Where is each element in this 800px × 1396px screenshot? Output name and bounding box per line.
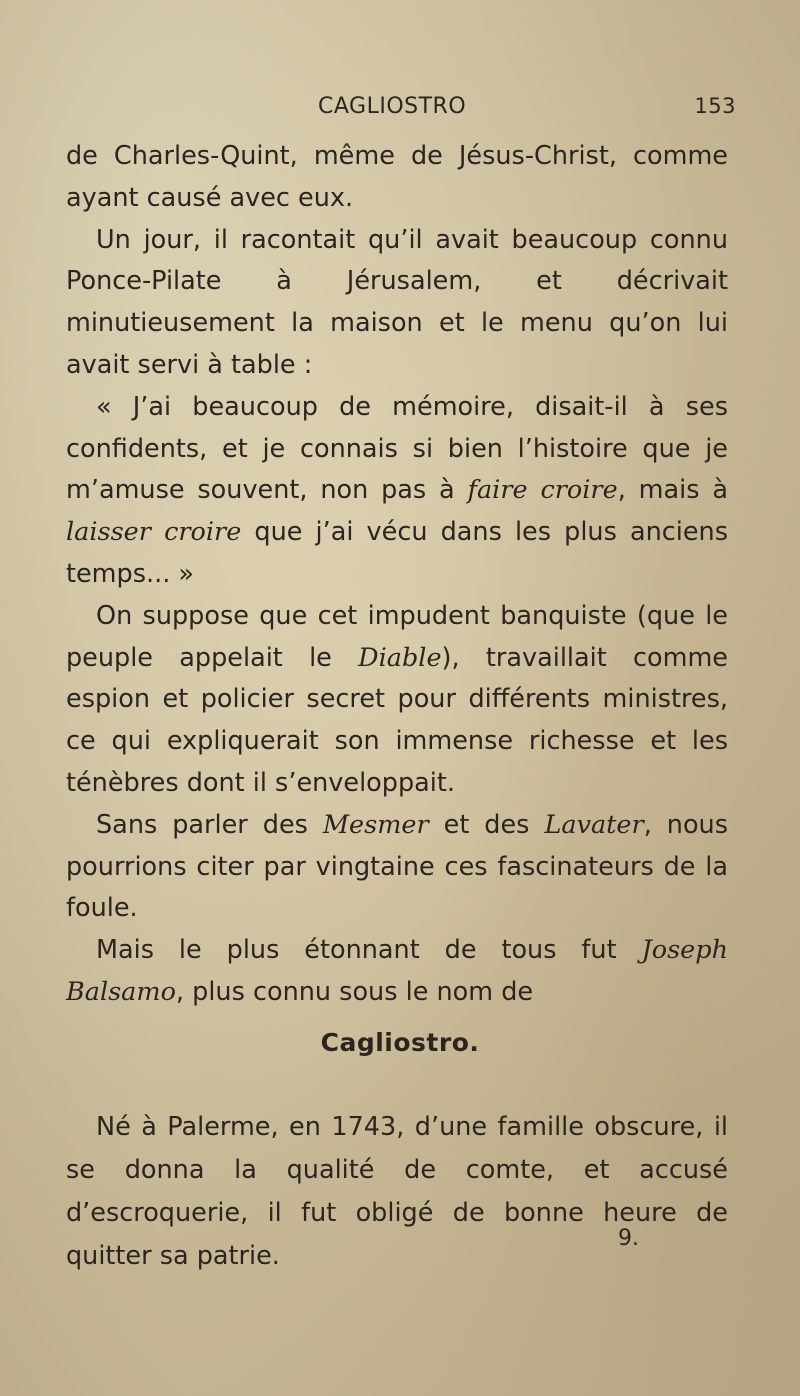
italic-text: laisser croire [66,517,242,548]
paragraph [66,596,728,805]
paragraph-text: que j’ai vécu dans les plus anciens temps... » [66,517,728,589]
paragraph-text: Mais le plus étonnant de tous fut [96,935,642,966]
paragraph-text: de Charles-Quint, même de Jésus-Christ, comme ayant causé avec eux. [66,141,728,213]
paragraph-text: « J’ai beaucoup de mémoire, disait-il à ses confidents, et je connais si bien l’histoire que je m’amuse souvent, non pas à [66,391,728,506]
section-body [66,1106,728,1278]
section-heading: Cagliostro. [320,1028,480,1057]
italic-text: faire croire [467,475,618,506]
paragraph: Né à Palerme, en 1743, d’une famille obscure, il se donna la qualité de comte, et accusé d’escroquerie, il fut obligé de bonne heure de quitter sa patrie. [66,1112,728,1271]
italic-text: Mesmer [322,809,429,840]
paragraph-text: , plus connu sous le nom de [175,976,534,1007]
paragraph [66,387,728,596]
paragraph [66,805,728,930]
paragraph-text: , mais à [617,475,728,506]
body-text [66,136,728,1014]
paragraph [66,220,728,387]
paragraph-text: Un jour, il racontait qu’il avait beaucoup connu Ponce-Pilate à Jérusalem, et décrivait minutieusement la maison et le menu qu’on lui avait servi à table : [66,224,728,380]
paragraph [66,136,728,220]
page-number: 153 [694,94,736,118]
paragraph-text: et des [428,809,545,840]
italic-text: Diable [358,642,442,673]
italic-text: Lavater [544,809,644,840]
signature-mark: 9. [618,1226,639,1251]
running-title: CAGLIOSTRO [318,94,467,119]
paragraph-text: Sans parler des [96,809,323,840]
paragraph [66,930,728,1014]
page-header [0,88,800,124]
italic-text: Joseph Balsamo [66,935,728,1007]
paragraph-text: , nous pourrions citer par vingtaine ces fascinateurs de la foule. [66,809,729,924]
paragraph-text: ), travaillait comme espion et policier secret pour différents ministres, ce qui expliquerait son immense richesse et les ténèbres dont il s’enveloppait. [66,642,728,798]
paragraph-text: On suppose que cet impudent banquiste (que le peuple appelait le [66,600,728,673]
